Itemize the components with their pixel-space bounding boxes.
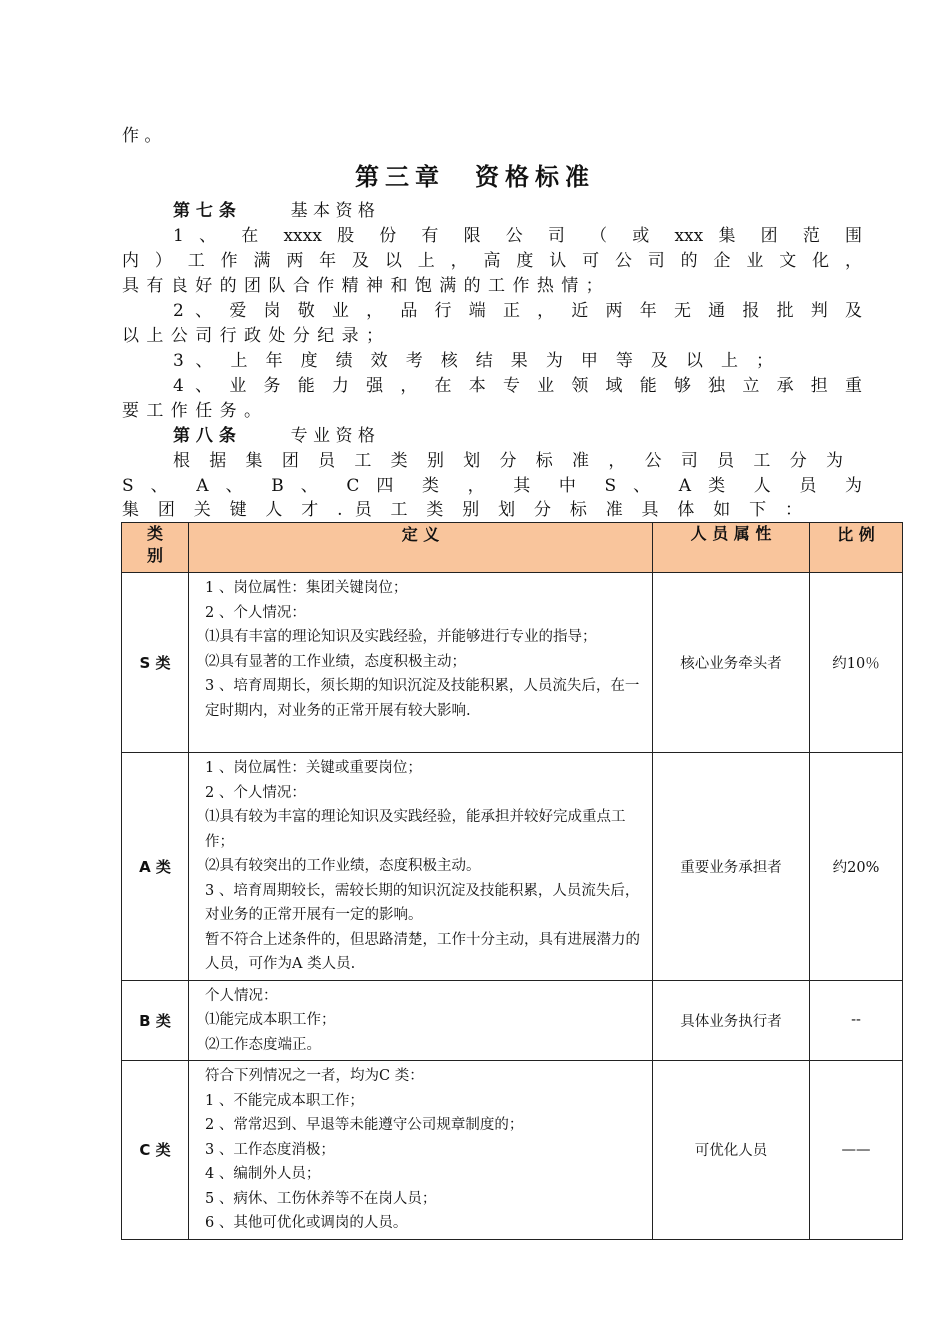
article7-item1-line1: 1 、 在 xxxx 股 份 有 限 公 司 （ 或 xxx 集 团 范 围 [173, 226, 862, 246]
definition-line: 个人情况： [205, 987, 278, 1004]
table-row-b [122, 980, 903, 1061]
article8-para-line1: 根 据 集 团 员 工 类 别 划 分 标 准 ， 公 司 员 工 分 为 [173, 451, 843, 471]
table-row-c [122, 1061, 903, 1240]
article7-item1-line2: 内 ） 工 作 满 两 年 及 以 上 ， 高 度 认 可 公 司 的 企 业 文 化 ， [122, 251, 862, 271]
attribute-cell: 重要业务承担者 [653, 753, 810, 981]
article7-heading-line [173, 199, 862, 224]
attribute-cell: 具体业务执行者 [653, 980, 810, 1061]
definition-line: 5 、病休、工伤休养等不在岗人员； [205, 1190, 437, 1207]
category-cell: C 类 [122, 1061, 189, 1240]
category-cell: S 类 [122, 573, 189, 753]
definition-line: ⑴能完成本职工作； [205, 1012, 336, 1028]
header-definition: 定 义 [189, 523, 653, 573]
article7-item2-line2: 以 上 公 司 行 政 处 分 纪 录 ； [122, 326, 385, 346]
definition-line: 6 、其他可优化或调岗的人员。 [205, 1215, 408, 1231]
definition-cell [189, 980, 653, 1061]
attribute-cell: 核心业务牵头者 [653, 573, 810, 753]
article8-heading-line [173, 424, 862, 449]
definition-line: 3 、工作态度消极； [205, 1141, 335, 1158]
article8-para-line3: 集 团 关 键 人 才 . 员 工 类 别 划 分 标 准 具 体 如 下 ： [122, 500, 802, 520]
definition-line: 3 、培育周期长，须长期的知识沉淀及技能积累，人员流失后，在一定时期内，对业务的正常开展有较大影响. [205, 678, 640, 719]
table-row-s [122, 573, 903, 753]
definition-line: 暂不符合上述条件的，但思路清楚，工作十分主动，具有进展潜力的人员，可作为A 类人员. [205, 931, 640, 972]
definition-cell [189, 1061, 653, 1240]
definition-line: 4 、编制外人员； [205, 1166, 321, 1182]
header-category: 类别 [122, 523, 189, 573]
definition-line: 1 、不能完成本职工作； [205, 1092, 364, 1109]
article7-item1-line3: 具 有 良 好 的 团 队 合 作 精 神 和 饱 满 的 工 作 热 情 ； [122, 276, 604, 296]
definition-cell [189, 573, 653, 753]
category-cell: B 类 [122, 980, 189, 1061]
table-row-a [122, 753, 903, 981]
definition-line: 1 、岗位属性：关键或重要岗位； [205, 760, 422, 776]
category-cell: A 类 [122, 753, 189, 981]
definition-line: ⑵具有显著的工作业绩，态度积极主动； [205, 653, 466, 670]
header-attribute: 人 员 属 性 [653, 523, 810, 573]
header-ratio: 比 例 [810, 523, 903, 573]
article8-para-line2: S 、 A 、 B 、 C 四 类 ， 其 中 S 、 A 类 人 员 为 [122, 476, 862, 496]
definition-line: ⑴具有较为丰富的理论知识及实践经验，能承担并较好完成重点工作； [205, 809, 626, 850]
ratio-cell: 约10％ [810, 573, 903, 753]
article7-heading: 基 本 资 格 [290, 201, 375, 221]
article7-item4-line2: 要 工 作 任 务 。 [122, 401, 263, 421]
article7-item4-line1: 4 、 业 务 能 力 强 ， 在 本 专 业 领 域 能 够 独 立 承 担 重 [173, 376, 862, 396]
definition-line: 2 、个人情况： [205, 604, 306, 621]
definition-line: ⑵工作态度端正。 [205, 1036, 321, 1053]
attribute-cell: 可优化人员 [653, 1061, 810, 1240]
article7-item2-line1: 2 、 爱 岗 敬 业 ， 品 行 端 正 ， 近 两 年 无 通 报 批 判 及 [173, 301, 862, 321]
article8-label: 第 八 条 [173, 426, 236, 446]
definition-line: 符合下列情况之一者，均为C 类： [205, 1068, 424, 1084]
article7-item3-line1: 3 、 上 年 度 绩 效 考 核 结 果 为 甲 等 及 以 上 ； [173, 351, 773, 371]
ratio-cell: -- [810, 980, 903, 1061]
definition-line: ⑵具有较突出的工作业绩，态度积极主动。 [205, 858, 481, 874]
intro-tail: 作 。 [122, 126, 162, 146]
definition-line: 2 、个人情况： [205, 784, 306, 801]
ratio-cell: 约20% [810, 753, 903, 981]
employee-category-table [121, 522, 903, 1240]
definition-line: ⑴具有丰富的理论知识及实践经验，并能够进行专业的指导； [205, 629, 597, 645]
chapter-title: 第三章 资格标准 [355, 163, 595, 191]
ratio-cell: —— [810, 1061, 903, 1240]
definition-line: 2 、常常迟到、早退等未能遵守公司规章制度的； [205, 1117, 524, 1133]
definition-line: 3 、培育周期较长，需较长期的知识沉淀及技能积累，人员流失后，对业务的正常开展有一定的影响。 [205, 882, 640, 923]
definition-line: 1 、岗位属性：集团关键岗位； [205, 580, 408, 596]
definition-cell [189, 753, 653, 981]
table-header-row [122, 523, 903, 573]
article7-label: 第 七 条 [173, 201, 236, 221]
article8-heading: 专 业 资 格 [290, 426, 375, 446]
